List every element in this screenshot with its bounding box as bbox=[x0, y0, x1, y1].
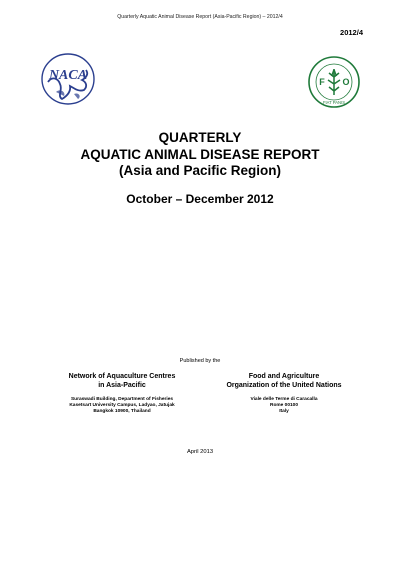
naca-address-line-3: Bangkok 10900, Thailand bbox=[93, 409, 151, 415]
fao-logo bbox=[307, 55, 361, 109]
naca-address-line-2: Kasetsart University Campus, Ladyao, Jatujak bbox=[69, 403, 175, 409]
fao-address-line-3: Italy bbox=[279, 409, 289, 415]
svg-text:FIAT PANIS: FIAT PANIS bbox=[322, 100, 346, 105]
svg-text:F: F bbox=[319, 77, 325, 87]
fao-address-line-1: Viale delle Terme di Caracalla bbox=[250, 397, 318, 402]
running-header: Quarterly Aquatic Animal Disease Report (Asia-Pacific Region) – 2012/4 bbox=[117, 14, 283, 20]
title-line-1: QUARTERLY bbox=[158, 130, 242, 145]
publication-date: April 2013 bbox=[186, 449, 214, 455]
issue-number: 2012/4 bbox=[340, 28, 363, 37]
naca-address-line-1: Suraswadi Building, Department of Fisheries bbox=[70, 397, 174, 402]
naca-org-name bbox=[37, 372, 207, 390]
svg-text:O: O bbox=[342, 77, 350, 87]
published-by: Published by the bbox=[179, 358, 221, 364]
naca-logo bbox=[40, 52, 96, 106]
title-line-2: AQUATIC ANIMAL DISEASE REPORT bbox=[80, 146, 320, 162]
report-period: October – December 2012 bbox=[126, 192, 274, 206]
title-line-3: (Asia and Pacific Region) bbox=[118, 163, 282, 178]
naca-address bbox=[37, 397, 207, 416]
fao-address-line-2: Rome 00100 bbox=[270, 403, 298, 409]
svg-text:A: A bbox=[330, 68, 338, 78]
fao-address bbox=[199, 397, 369, 416]
naca-logo-text: NACA bbox=[48, 68, 88, 83]
fao-name-line-2: Organization of the United Nations bbox=[226, 382, 342, 389]
report-title bbox=[0, 130, 400, 180]
fao-org-name bbox=[199, 372, 369, 390]
naca-name-line-1: Network of Aquaculture Centres bbox=[68, 373, 176, 380]
naca-name-line-2: in Asia-Pacific bbox=[98, 382, 146, 389]
fao-name-line-1: Food and Agriculture bbox=[248, 373, 320, 380]
